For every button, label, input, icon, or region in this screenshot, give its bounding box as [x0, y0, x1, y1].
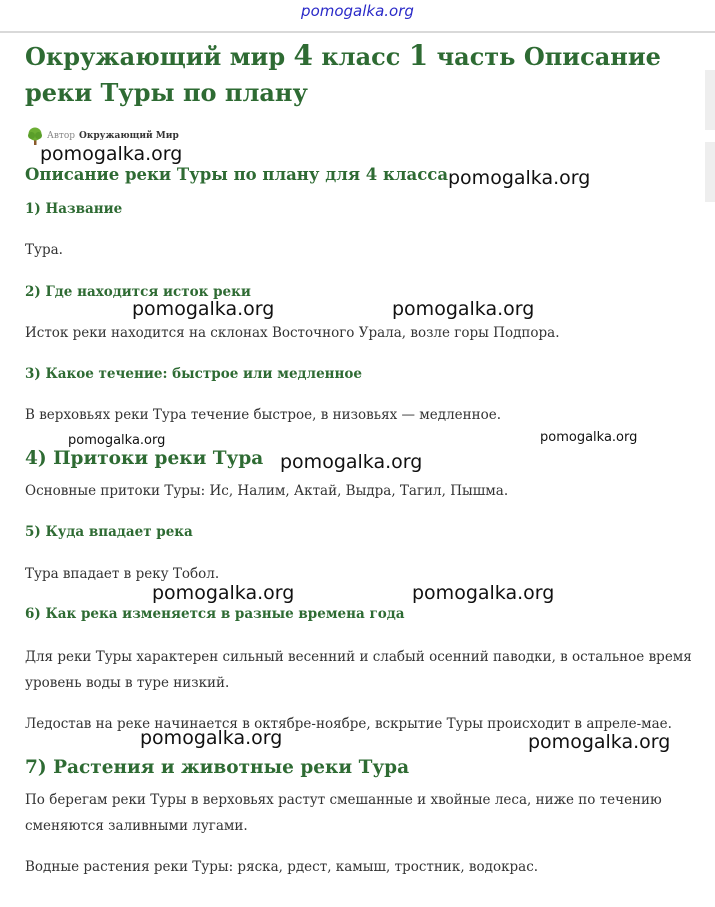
section-heading-mouth: 5) Куда впадает река: [25, 524, 193, 540]
paragraph: Тура.: [25, 242, 63, 258]
header-divider: [0, 31, 715, 33]
paragraph: Основные притоки Туры: Ис, Налим, Актай, Выдра, Тагил, Пышма.: [25, 483, 509, 499]
paragraph: Тура впадает в реку Тобол.: [25, 566, 220, 582]
paragraph: По берегам реки Туры в верховьях растут смешанные и хвойные леса, ниже по течению сменяются заливными лугами.: [25, 792, 662, 834]
watermark: pomogalka.org: [412, 582, 555, 604]
watermark: pomogalka.org: [540, 430, 638, 445]
site-logo-link[interactable]: pomogalka.org: [301, 2, 414, 20]
paragraph: Для реки Туры характерен сильный весенний и слабый осенний паводки, в остальное время уровень воды в туре низкий.: [25, 649, 692, 691]
paragraph: Исток реки находится на склонах Восточного Урала, возле горы Подпора.: [25, 325, 560, 341]
author-link[interactable]: Окружающий Мир: [79, 131, 179, 141]
watermark: pomogalka.org: [40, 143, 183, 165]
author-label: Автор: [47, 131, 76, 141]
watermark: pomogalka.org: [392, 298, 535, 320]
section-heading-seasons: 6) Как река изменяется в разные времена года: [25, 606, 405, 622]
article-subtitle: Описание реки Туры по плану для 4 класса: [25, 165, 449, 184]
watermark: pomogalka.org: [528, 731, 671, 753]
watermark: pomogalka.org: [140, 727, 283, 749]
watermark: pomogalka.org: [448, 167, 591, 189]
watermark: pomogalka.org: [152, 582, 295, 604]
top-bar: [0, 0, 715, 30]
section-heading-flora-fauna: 7) Растения и животные реки Тура: [25, 757, 410, 778]
watermark: pomogalka.org: [280, 451, 423, 473]
right-sidebar-edge: [705, 70, 715, 220]
watermark: pomogalka.org: [132, 298, 275, 320]
paragraph: Водные растения реки Туры: ряска, рдест, камыш, тростник, водокрас.: [25, 859, 539, 875]
section-heading-tributaries: 4) Притоки реки Тура: [25, 448, 264, 469]
article-title: Окружающий мир 4 класс 1 часть Описание реки Туры по плану: [25, 39, 661, 107]
section-heading-source: 2) Где находится исток реки: [25, 284, 251, 300]
section-heading-name: 1) Название: [25, 201, 123, 217]
section-heading-current: 3) Какое течение: быстрое или медленное: [25, 366, 363, 382]
paragraph: Ледостав на реке начинается в октябре-ноябре, вскрытие Туры происходит в апреле-мае.: [25, 716, 672, 732]
watermark: pomogalka.org: [68, 433, 166, 448]
paragraph: В верховьях реки Тура течение быстрое, в низовьях — медленное.: [25, 407, 502, 423]
